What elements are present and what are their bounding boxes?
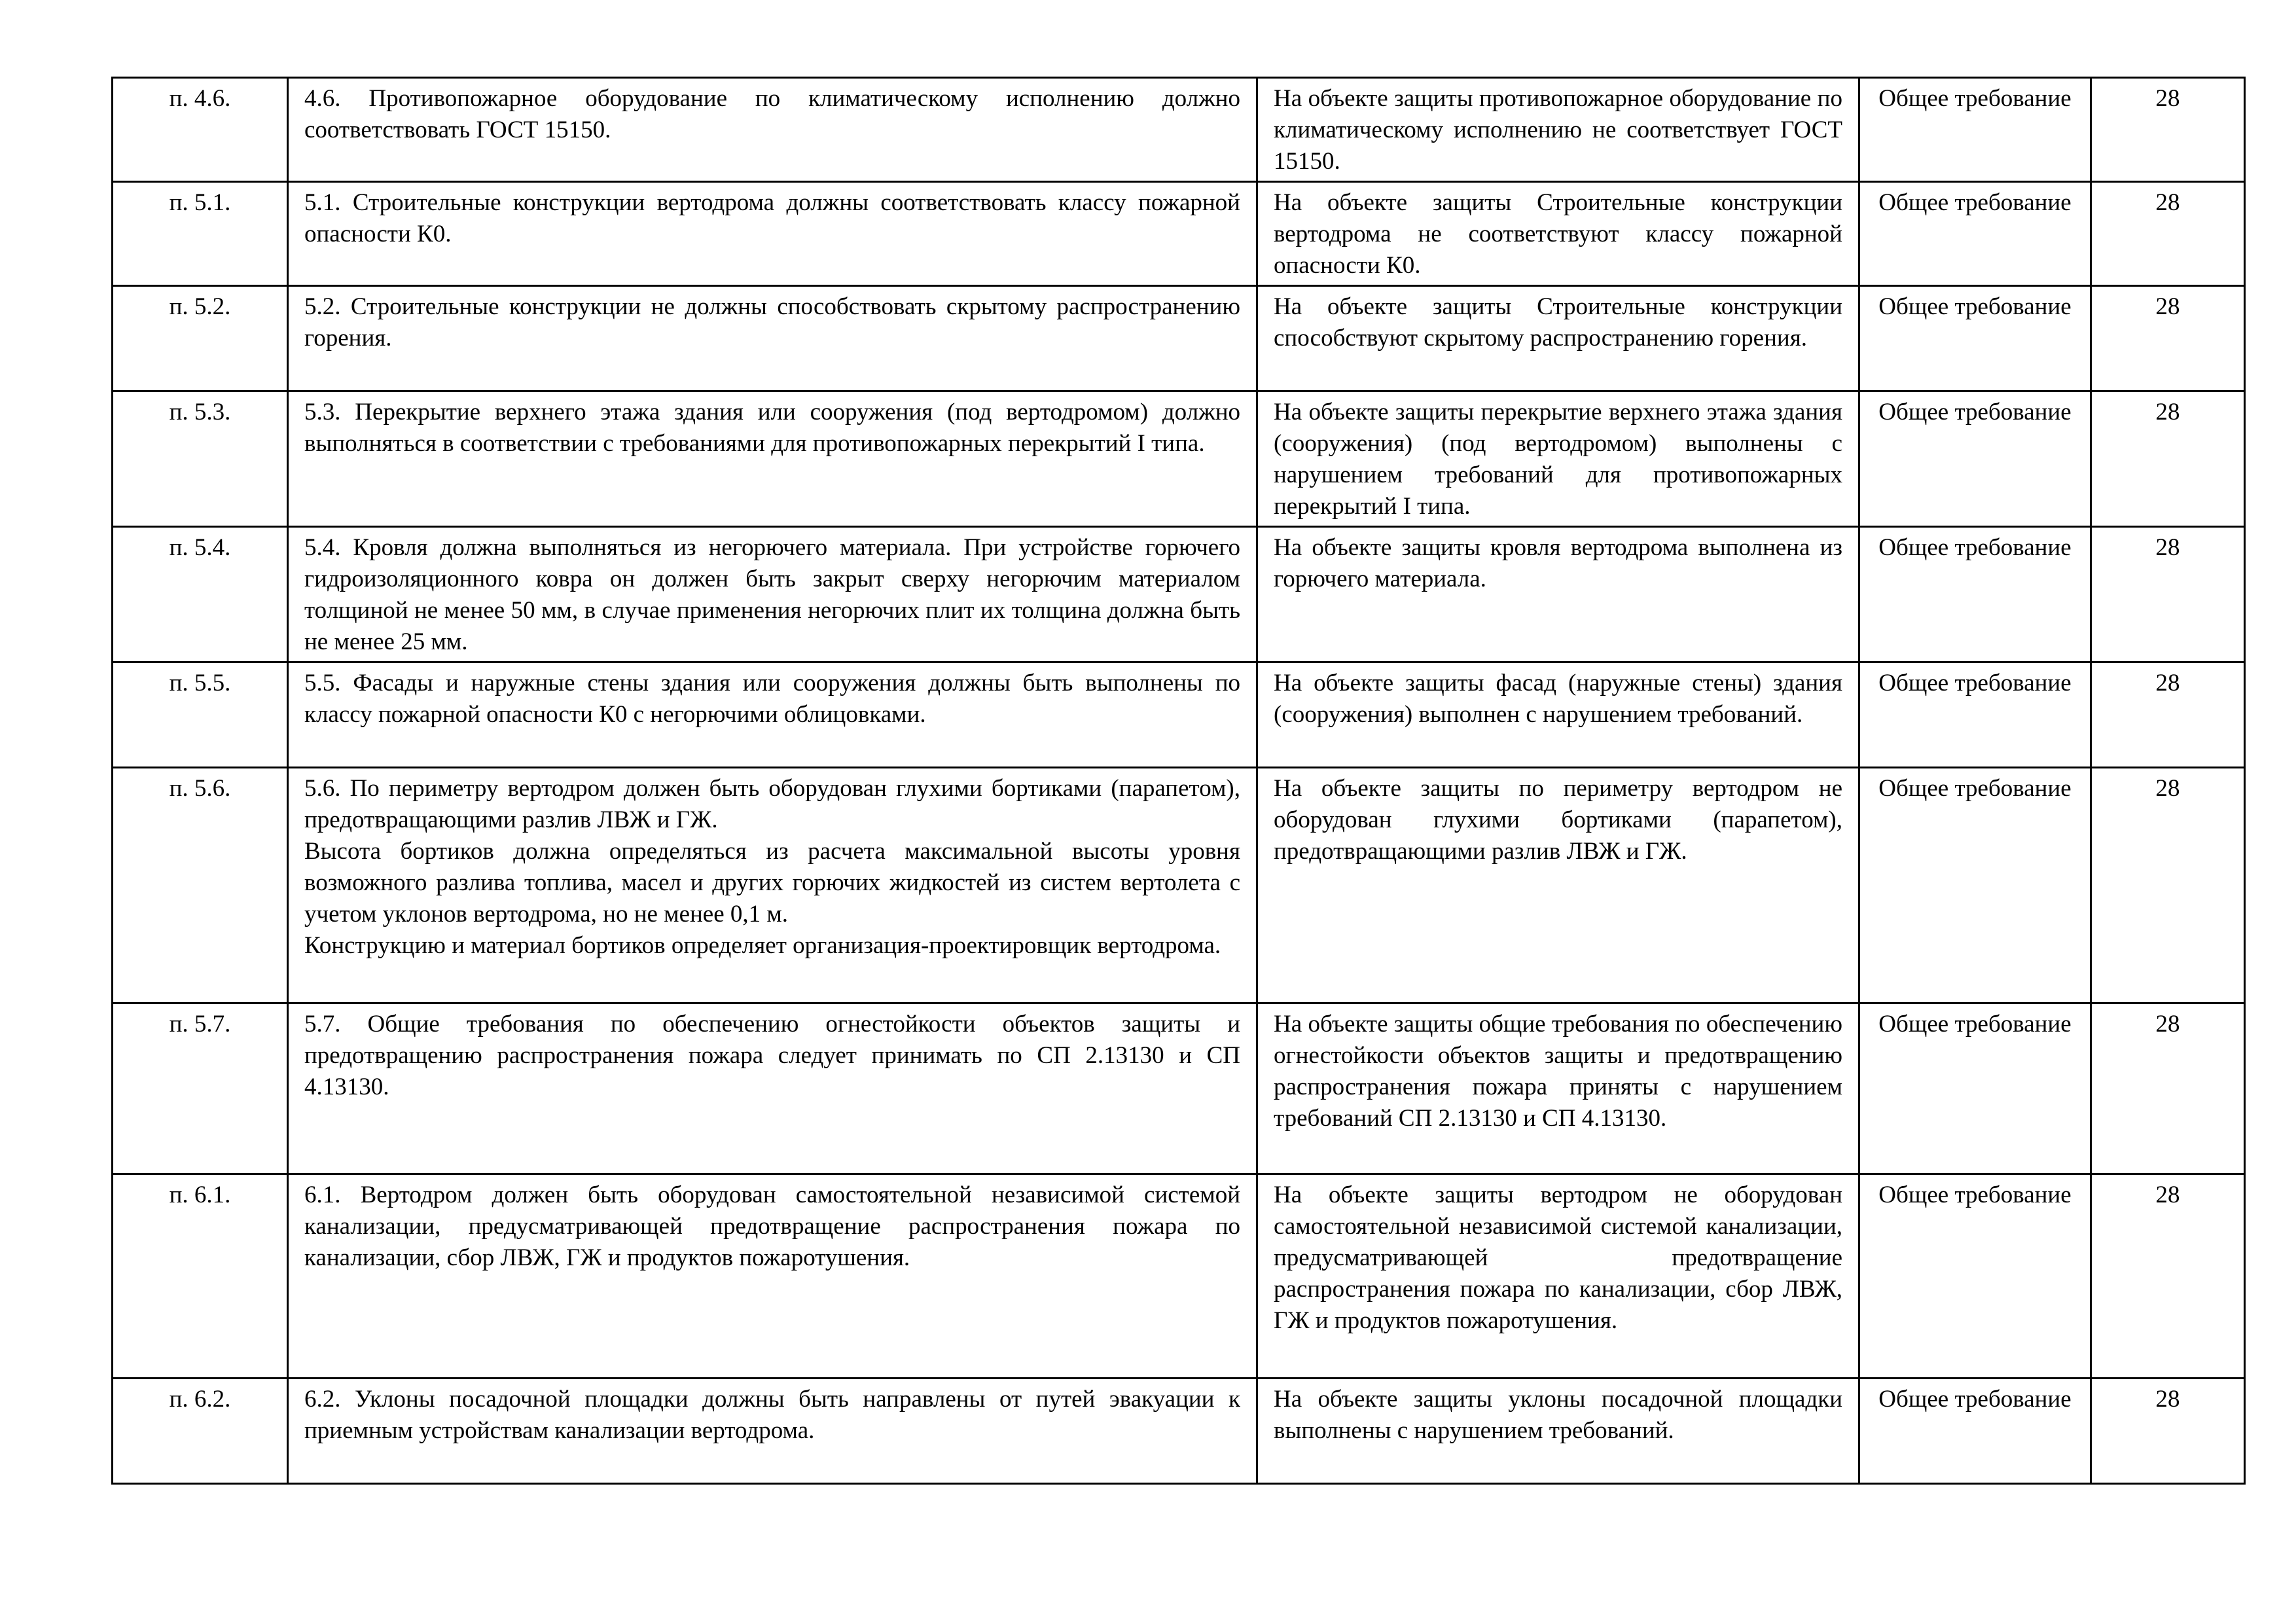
table-row xyxy=(113,391,2245,527)
requirement-cell xyxy=(288,662,1257,768)
requirement-type-cell: Общее требование xyxy=(1859,391,2091,527)
table-row xyxy=(113,768,2245,1003)
requirement-cell xyxy=(288,1379,1257,1484)
requirements-table xyxy=(111,77,2246,1485)
violation-cell: На объекте защиты уклоны посадочной площадки выполнены с нарушением требований. xyxy=(1257,1379,1859,1484)
table-row xyxy=(113,1174,2245,1379)
point-cell: п. 5.6. xyxy=(113,768,288,1003)
code-cell: 28 xyxy=(2091,1003,2245,1174)
violation-cell: На объекте защиты кровля вертодрома выполнена из горючего материала. xyxy=(1257,527,1859,662)
requirement-type-cell: Общее требование xyxy=(1859,1174,2091,1379)
requirement-cell xyxy=(288,1003,1257,1174)
point-cell: п. 6.1. xyxy=(113,1174,288,1379)
code-cell: 28 xyxy=(2091,1379,2245,1484)
requirement-cell xyxy=(288,768,1257,1003)
requirement-type-cell: Общее требование xyxy=(1859,78,2091,182)
point-cell: п. 5.2. xyxy=(113,286,288,391)
requirement-text: 5.5. Фасады и наружные стены здания или сооружения должны быть выполнены по классу пожарной опасности К0 с негорючими облицовками. xyxy=(304,670,1240,728)
requirement-text: 5.6. По периметру вертодром должен быть оборудован глухими бортиками (парапетом), предотвращающими разлив ЛВЖ и ГЖ. xyxy=(304,775,1240,833)
requirement-text: 5.2. Строительные конструкции не должны способствовать скрытому распространению горения. xyxy=(304,293,1240,352)
point-cell: п. 5.3. xyxy=(113,391,288,527)
point-cell: п. 5.5. xyxy=(113,662,288,768)
table-row xyxy=(113,1003,2245,1174)
point-cell: п. 4.6. xyxy=(113,78,288,182)
violation-cell: На объекте защиты Строительные конструкции способствуют скрытому распространению горения. xyxy=(1257,286,1859,391)
requirement-type-cell: Общее требование xyxy=(1859,768,2091,1003)
requirement-text: 5.4. Кровля должна выполняться из негорючего материала. При устройстве горючего гидроизоляционного ковра он должен быть закрыт сверху негорючим материалом толщиной не менее 50 мм, в случае применения негорючих плит их толщина должна быть не менее 25 мм. xyxy=(304,534,1240,655)
code-cell: 28 xyxy=(2091,662,2245,768)
requirement-text: 6.1. Вертодром должен быть оборудован самостоятельной независимой системой канализации, предусматривающей предотвращение распространения пожара по канализации, сбор ЛВЖ, ГЖ и продуктов пожаротушения. xyxy=(304,1182,1240,1271)
requirement-cell xyxy=(288,286,1257,391)
table-body xyxy=(113,78,2245,1484)
requirement-text: Конструкцию и материал бортиков определяет организация-проектировщик вертодрома. xyxy=(304,932,1221,959)
requirement-cell xyxy=(288,1174,1257,1379)
requirement-text: 4.6. Противопожарное оборудование по климатическому исполнению должно соответствовать ГОСТ 15150. xyxy=(304,85,1240,143)
table-row xyxy=(113,527,2245,662)
table-row xyxy=(113,1379,2245,1484)
requirement-text: Высота бортиков должна определяться из расчета максимальной высоты уровня возможного разлива топлива, масел и других горючих жидкостей из систем вертолета с учетом уклонов вертодрома, но не менее 0,1 м. xyxy=(304,838,1240,928)
violation-cell: На объекте защиты перекрытие верхнего этажа здания (сооружения) (под вертодромом) выполнены с нарушением требований для противопожарных перекрытий I типа. xyxy=(1257,391,1859,527)
code-cell: 28 xyxy=(2091,78,2245,182)
violation-cell: На объекте защиты противопожарное оборудование по климатическому исполнению не соответствует ГОСТ 15150. xyxy=(1257,78,1859,182)
requirement-text: 5.1. Строительные конструкции вертодрома должны соответствовать классу пожарной опасности К0. xyxy=(304,189,1240,247)
requirement-cell xyxy=(288,78,1257,182)
code-cell: 28 xyxy=(2091,1174,2245,1379)
requirement-type-cell: Общее требование xyxy=(1859,1379,2091,1484)
table-row xyxy=(113,78,2245,182)
requirement-text: 5.3. Перекрытие верхнего этажа здания или сооружения (под вертодромом) должно выполняться в соответствии с требованиями для противопожарных перекрытий I типа. xyxy=(304,399,1240,457)
code-cell: 28 xyxy=(2091,527,2245,662)
violation-cell: На объекте защиты вертодром не оборудован самостоятельной независимой системой канализации, предусматривающей предотвращение распространения пожара по канализации, сбор ЛВЖ, ГЖ и продуктов пожаротушения. xyxy=(1257,1174,1859,1379)
requirement-type-cell: Общее требование xyxy=(1859,527,2091,662)
requirement-type-cell: Общее требование xyxy=(1859,662,2091,768)
code-cell: 28 xyxy=(2091,391,2245,527)
requirement-cell xyxy=(288,391,1257,527)
code-cell: 28 xyxy=(2091,286,2245,391)
violation-cell: На объекте защиты Строительные конструкции вертодрома не соответствуют классу пожарной опасности К0. xyxy=(1257,182,1859,286)
table-row xyxy=(113,182,2245,286)
requirement-text: 5.7. Общие требования по обеспечению огнестойкости объектов защиты и предотвращению распространения пожара следует принимать по СП 2.13130 и СП 4.13130. xyxy=(304,1011,1240,1100)
requirement-type-cell: Общее требование xyxy=(1859,1003,2091,1174)
point-cell: п. 5.7. xyxy=(113,1003,288,1174)
requirement-text: 6.2. Уклоны посадочной площадки должны быть направлены от путей эвакуации к приемным устройствам канализации вертодрома. xyxy=(304,1386,1240,1444)
requirement-type-cell: Общее требование xyxy=(1859,286,2091,391)
requirement-cell xyxy=(288,182,1257,286)
requirement-type-cell: Общее требование xyxy=(1859,182,2091,286)
point-cell: п. 5.4. xyxy=(113,527,288,662)
requirement-cell xyxy=(288,527,1257,662)
code-cell: 28 xyxy=(2091,768,2245,1003)
violation-cell: На объекте защиты по периметру вертодром не оборудован глухими бортиками (парапетом), предотвращающими разлив ЛВЖ и ГЖ. xyxy=(1257,768,1859,1003)
code-cell: 28 xyxy=(2091,182,2245,286)
table-row xyxy=(113,662,2245,768)
table-row xyxy=(113,286,2245,391)
point-cell: п. 5.1. xyxy=(113,182,288,286)
point-cell: п. 6.2. xyxy=(113,1379,288,1484)
violation-cell: На объекте защиты фасад (наружные стены) здания (сооружения) выполнен с нарушением требований. xyxy=(1257,662,1859,768)
violation-cell: На объекте защиты общие требования по обеспечению огнестойкости объектов защиты и предотвращению распространения пожара приняты с нарушением требований СП 2.13130 и СП 4.13130. xyxy=(1257,1003,1859,1174)
